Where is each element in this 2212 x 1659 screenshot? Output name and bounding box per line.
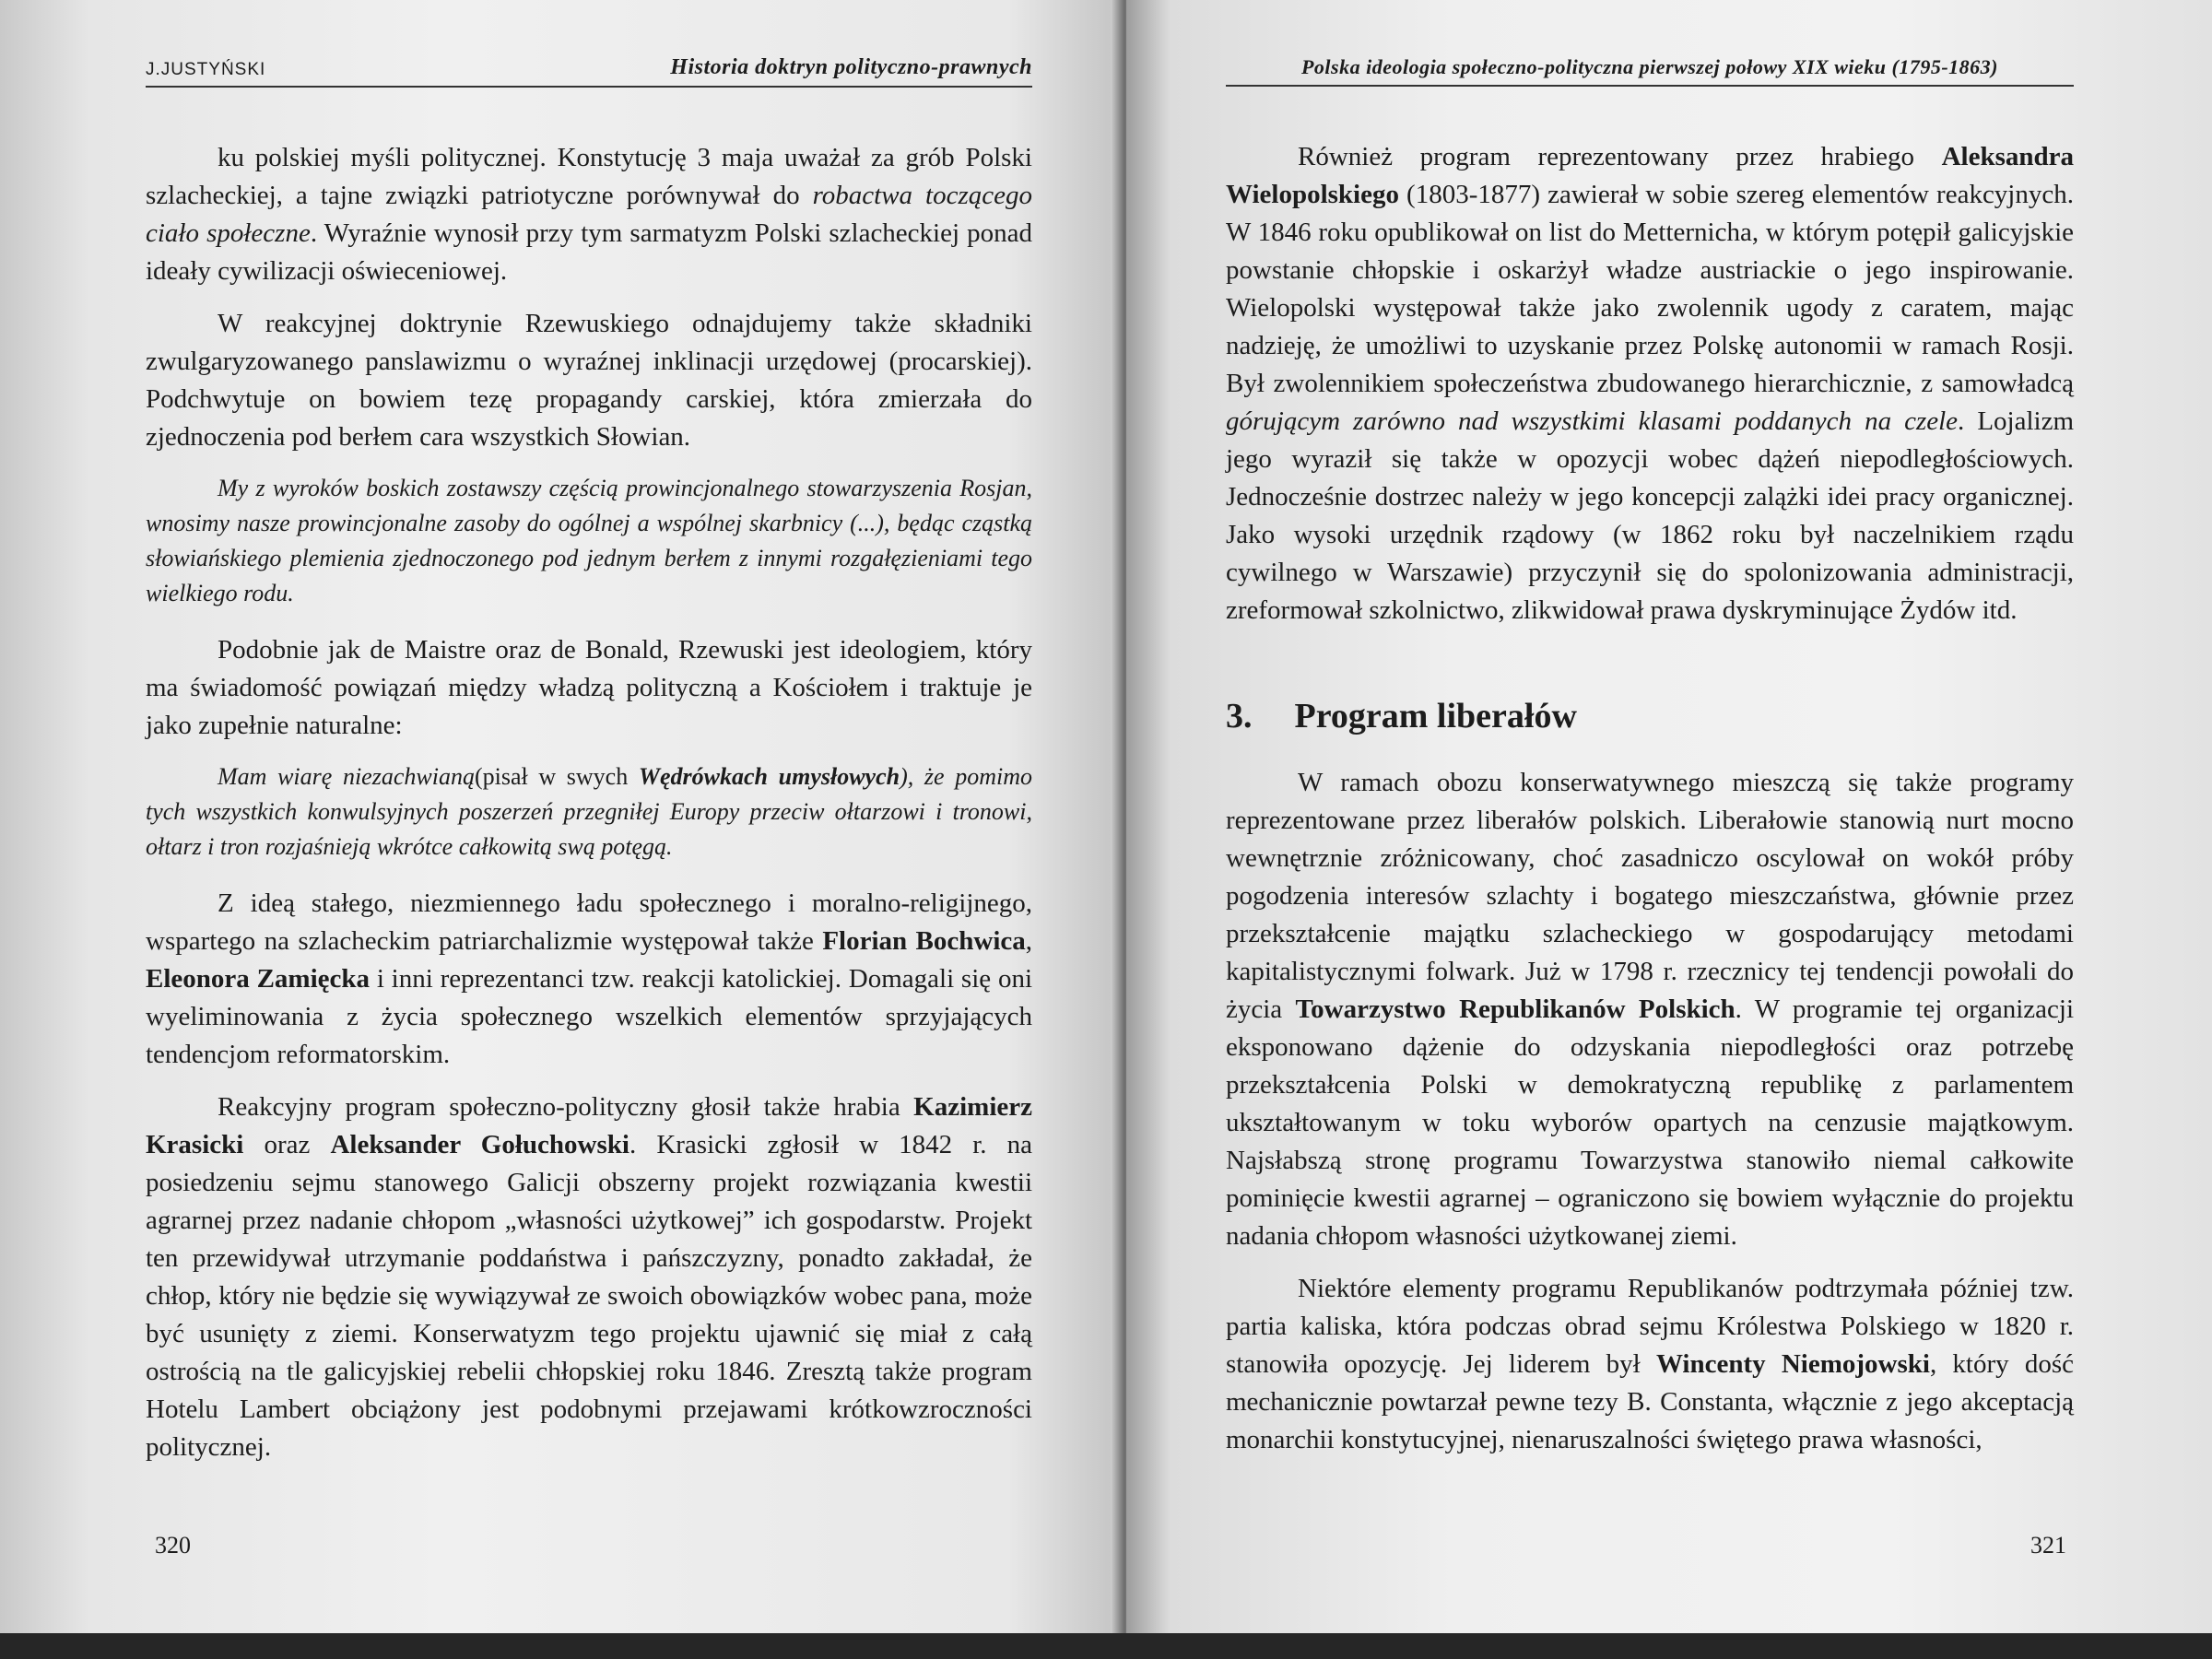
paragraph: Z ideą stałego, niezmiennego ładu społecznego i moralno-religijnego, wspartego na szlacheckim patriarchalizmie występował także Florian Bochwica, Eleonora Zamięcka i inni reprezentanci tzw. reakcji katolickiej. Domagali się oni wyeliminowania z życia społecznego wszelkich elementów sprzyjających tendencjom reformatorskim. <box>146 888 1033 1069</box>
section-title: Program liberałów <box>1294 697 1577 735</box>
paragraph: Również program reprezentowany przez hrabiego Aleksandra Wielopolskiego (1803-1877) zawierał w sobie szereg elementów reakcyjnych. W 1846 roku opublikował on list do Metternicha, w którym potępił galicyjskie powstanie chłopskie i oskarżył władze austriackie o jego inspirowanie. Wielopolski występował także jako zwolennik ugody z caratem, mając nadzieję, że umożliwi to uzyskanie przez Polskę autonomii w ramach Rosji. Był zwolennikiem społeczeństwa zbudowanego hierarchicznie, z samowładcą górującym zarówno nad wszystkimi klasami poddanych na czele. Lojalizm jego wyraził się także w opozycji wobec dążeń niepodległościowych. Jednocześnie dostrzec należy w jego koncepcji zalążki idei pracy organicznej. Jako wysoki urzędnik rządowy (w 1862 roku był naczelnikiem rządu cywilnego w Warszawie) przyczynił się do spolonizowania administracji, zreformował szkolnictwo, zlikwidował prawa dyskryminujące Żydów itd. <box>1226 142 2075 625</box>
running-head-left <box>146 55 1032 88</box>
header-title-left: Historia doktryn polityczno-prawnych <box>670 55 1032 79</box>
running-head-right <box>1226 55 2074 87</box>
right-page <box>1126 0 2212 1633</box>
section-heading <box>1226 696 2074 736</box>
page-number-left: 320 <box>155 1532 191 1559</box>
block-quote: My z wyroków boskich zostawszy częścią prowincjonalnego stowarzyszenia Rosjan, wnosimy nasze prowincjonalne zasoby do ogólnej a wspólnej skarbnicy (...), będąc cząstką słowiańskiego plemienia zjednoczonego pod jednym berłem z innymi rozgałęzieniami tego wielkiego rodu. <box>146 475 1032 606</box>
paragraph: ku polskiej myśli politycznej. Konstytucję 3 maja uważał za grób Polski szlacheckiej, a tajne związki patriotyczne porównywał do robactwa toczącego ciało społeczne. Wyraźnie wynosił przy tym sarmatyzm Polski szlacheckiej ponad ideały cywilizacji oświeceniowej. <box>146 143 1032 286</box>
header-author: J.JUSTYŃSKI <box>146 60 266 79</box>
paragraph: Niektóre elementy programu Republikanów podtrzymała później tzw. partia kaliska, która podczas obrad sejmu Królestwa Polskiego w 1820 r. stanowiła opozycję. Jej liderem był Wincenty Niemojowski, który dość mechanicznie powtarzał pewne tezy B. Constanta, włącznie z jego akceptacją monarchii konstytucyjnej, nienaruszalności świętego prawa własności, <box>1226 1274 2074 1454</box>
paragraph: Podobnie jak de Maistre oraz de Bonald, Rzewuski jest ideologiem, który ma świadomość powiązań między władzą polityczną a Kościołem i traktuje je jako zupełnie naturalne: <box>146 635 1032 740</box>
block-quote: Mam wiarę niezachwianą(pisał w swych Wędrówkach umysłowych), że pomimo tych wszystkich konwulsyjnych poszerzeń przegniłej Europy przeciw ołtarzowi i tronowi, ołtarz i tron rozjaśnieją wkrótce całkowitą swą potęgą. <box>146 763 1032 860</box>
header-title-right: Polska ideologia społeczno-polityczna pierwszej połowy XIX wieku (1795-1863) <box>1300 55 1999 78</box>
paragraph: W ramach obozu konserwatywnego mieszczą się także programy reprezentowane przez liberałów polskich. Liberałowie stanowią nurt mocno wewnętrznie zróżnicowany, choć zasadniczo oscylował on wokół próby pogodzenia interesów szlachty i bogatego mieszczaństwa, głównie przez przekształcenie majątku szlacheckiego w gospodarujący metodami kapitalistycznymi folwark. Już w 1798 r. rzecznicy tej tendencji powołali do życia Towarzystwo Republikanów Polskich. W programie tej organizacji eksponowano dążenie do odzyskania niepodległości oraz potrzebę przekształcenia Polski w demokratyczną republikę z parlamentem ukształtowanym w toku wyborów opartych na cenzusie majątkowym. Najsłabszą stronę programu Towarzystwa stanowiło niemal całkowite pominięcie kwestii agrarnej – ograniczono się bowiem wyłącznie do projektu nadania chłopom własności użytkowanej ziemi. <box>1226 768 2074 1251</box>
paragraph: W reakcyjnej doktrynie Rzewuskiego odnajdujemy także składniki zwulgaryzowanego panslawizmu o wyraźnej inklinacji urzędowej (procarskiej). Podchwytuje on bowiem tezę propagandy carskiej, która zmierzała do zjednoczenia pod berłem cara wszystkich Słowian. <box>146 309 1032 452</box>
page-number-right: 321 <box>2030 1532 2066 1559</box>
paragraph: Reakcyjny program społeczno-polityczny głosił także hrabia Kazimierz Krasicki oraz Aleksander Gołuchowski. Krasicki zgłosił w 1842 r. na posiedzeniu sejmu stanowego Galicji obszerny projekt rozwiązania kwestii agrarnej przez nadanie chłopom „własności użytkowej” ich gospodarstw. Projekt ten przewidywał utrzymanie poddaństwa i pańszczyzny, ponadto zakładał, że chłop, który nie będzie się wywiązywał ze swoich obowiązków wobec pana, może być usunięty z ziemi. Konserwatyzm tego projektu ujawnić się miał z całą ostrością na tle galicyjskiej rebelii chłopskiej roku 1846. Zresztą także program Hotelu Lambert obciążony jest podobnymi przejawami krótkowzroczności politycznej. <box>146 1092 1033 1462</box>
left-page <box>0 0 1120 1633</box>
section-number: 3. <box>1226 697 1253 735</box>
